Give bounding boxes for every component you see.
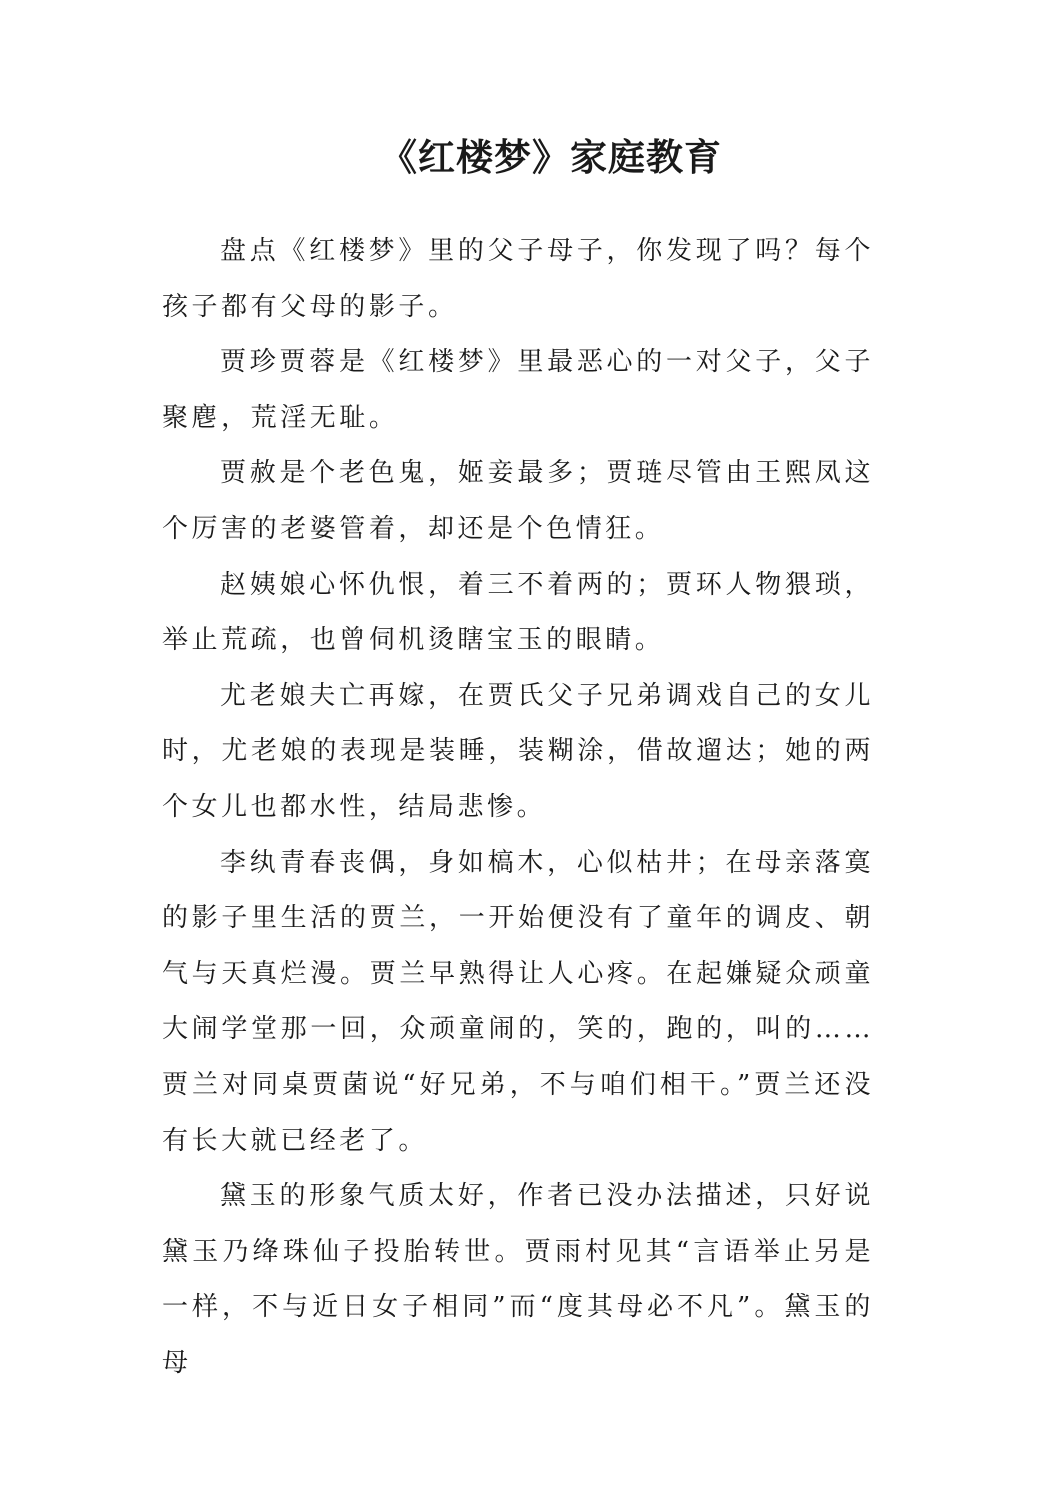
paragraph: 黛玉的形象气质太好，作者已没办法描述，只好说黛玉乃绛珠仙子投胎转世。贾雨村见其“言语举止另是一样，不与近日女子相同”而“度其母必不凡”。黛玉的母 <box>162 1181 874 1378</box>
paragraph: 赵姨娘心怀仇恨，着三不着两的；贾环人物猥琐，举止荒疏，也曾伺机烫瞎宝玉的眼睛。 <box>162 569 874 656</box>
paragraph: 贾珍贾蓉是《红楼梦》里最恶心的一对父子，父子聚麀，荒淫无耻。 <box>162 347 874 433</box>
paragraph: 盘点《红楼梦》里的父子母子，你发现了吗？每个孩子都有父母的影子。 <box>162 236 874 322</box>
paragraph: 尤老娘夫亡再嫁，在贾氏父子兄弟调戏自己的女儿时，尤老娘的表现是装睡，装糊涂，借故遛达；她的两个女儿也都水性，结局悲惨。 <box>162 680 874 822</box>
paragraph: 贾赦是个老色鬼，姬妾最多；贾琏尽管由王熙凤这个厉害的老婆管着，却还是个色情狂。 <box>162 458 874 544</box>
document-body <box>162 224 874 1391</box>
paragraph: 李纨青春丧偶，身如槁木，心似枯井；在母亲落寞的影子里生活的贾兰，一开始便没有了童年的调皮、朝气与天真烂漫。贾兰早熟得让人心疼。在起嫌疑众顽童大闹学堂那一回，众顽童闹的，笑的，跑的，叫的……贾兰对同桌贾菌说“好兄弟，不与咱们相干。”贾兰还没有长大就已经老了。 <box>162 847 874 1156</box>
document-title: 《红楼梦》家庭教育 <box>380 136 722 179</box>
